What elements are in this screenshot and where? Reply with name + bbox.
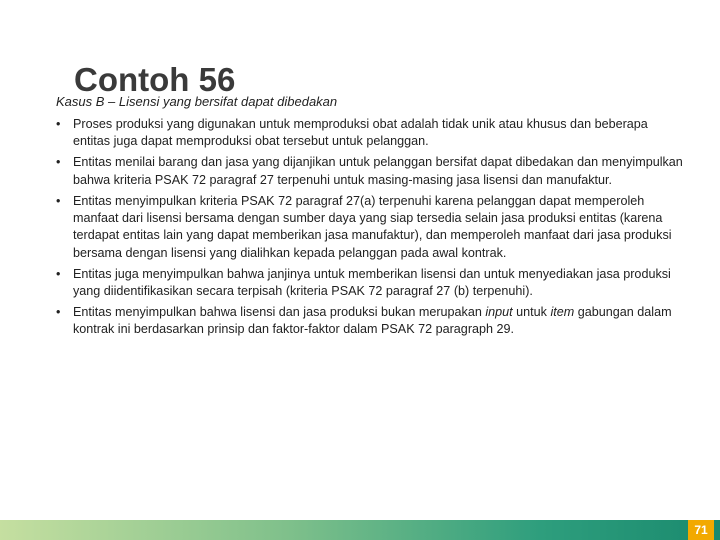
- bullet-text: Entitas juga menyimpulkan bahwa janjinya untuk memberikan lisensi dan untuk menyediakan jasa produksi yang diidentifikasikan secara terpisah (kriteria PSAK 72 paragraf 27 (b) terpenuhi).: [73, 266, 671, 299]
- footer-bar: [0, 520, 720, 540]
- bullet-list: [56, 116, 688, 342]
- bullet-text-italic: input: [485, 305, 513, 320]
- bullet-item: [56, 266, 688, 301]
- bullet-text-part: untuk: [512, 305, 551, 320]
- slide-subtitle: Kasus B – Lisensi yang bersifat dapat dibedakan: [56, 94, 338, 109]
- bullet-text: Proses produksi yang digunakan untuk memproduksi obat adalah tidak unik atau khusus dan beberapa entitas juga dapat memproduksi obat tersebut untuk pelanggan.: [73, 117, 648, 149]
- bullet-item: [56, 193, 688, 263]
- bullet-text: Entitas menilai barang dan jasa yang dijanjikan untuk pelanggan bersifat dapat dibedakan dan menyimpulkan bahwa kriteria PSAK 72 paragraf 27 terpenuhi untuk masing-masing jasa lisensi dan manufaktur.: [73, 155, 683, 187]
- bullet-text-part: gabungan dalam kontrak ini berdasarkan prinsip dan faktor-faktor dalam PSAK 72 paragraph 29.: [73, 305, 672, 337]
- bullet-text-italic: item: [550, 305, 575, 320]
- page-number-badge: 71: [688, 520, 714, 540]
- bullet-text-part: Entitas menyimpulkan bahwa lisensi dan jasa produksi bukan merupakan: [73, 305, 486, 320]
- bullet-item: [56, 304, 688, 339]
- slide-title: Contoh 56: [74, 61, 236, 98]
- bullet-item: [56, 116, 688, 151]
- bullet-item: [56, 154, 688, 189]
- bullet-text: Entitas menyimpulkan kriteria PSAK 72 paragraf 27(a) terpenuhi karena pelanggan dapat memperoleh manfaat dari lisensi bersama dengan sumber daya yang siap tersedia selain jasa produksi entitas (karena terdapat entitas lain yang dapat memberikan jasa manufaktur), dan memperoleh manfaat dari jasa produksi bersama dengan lisensi yang dialihkan kepada pelanggan pada awal kontrak.: [73, 193, 672, 260]
